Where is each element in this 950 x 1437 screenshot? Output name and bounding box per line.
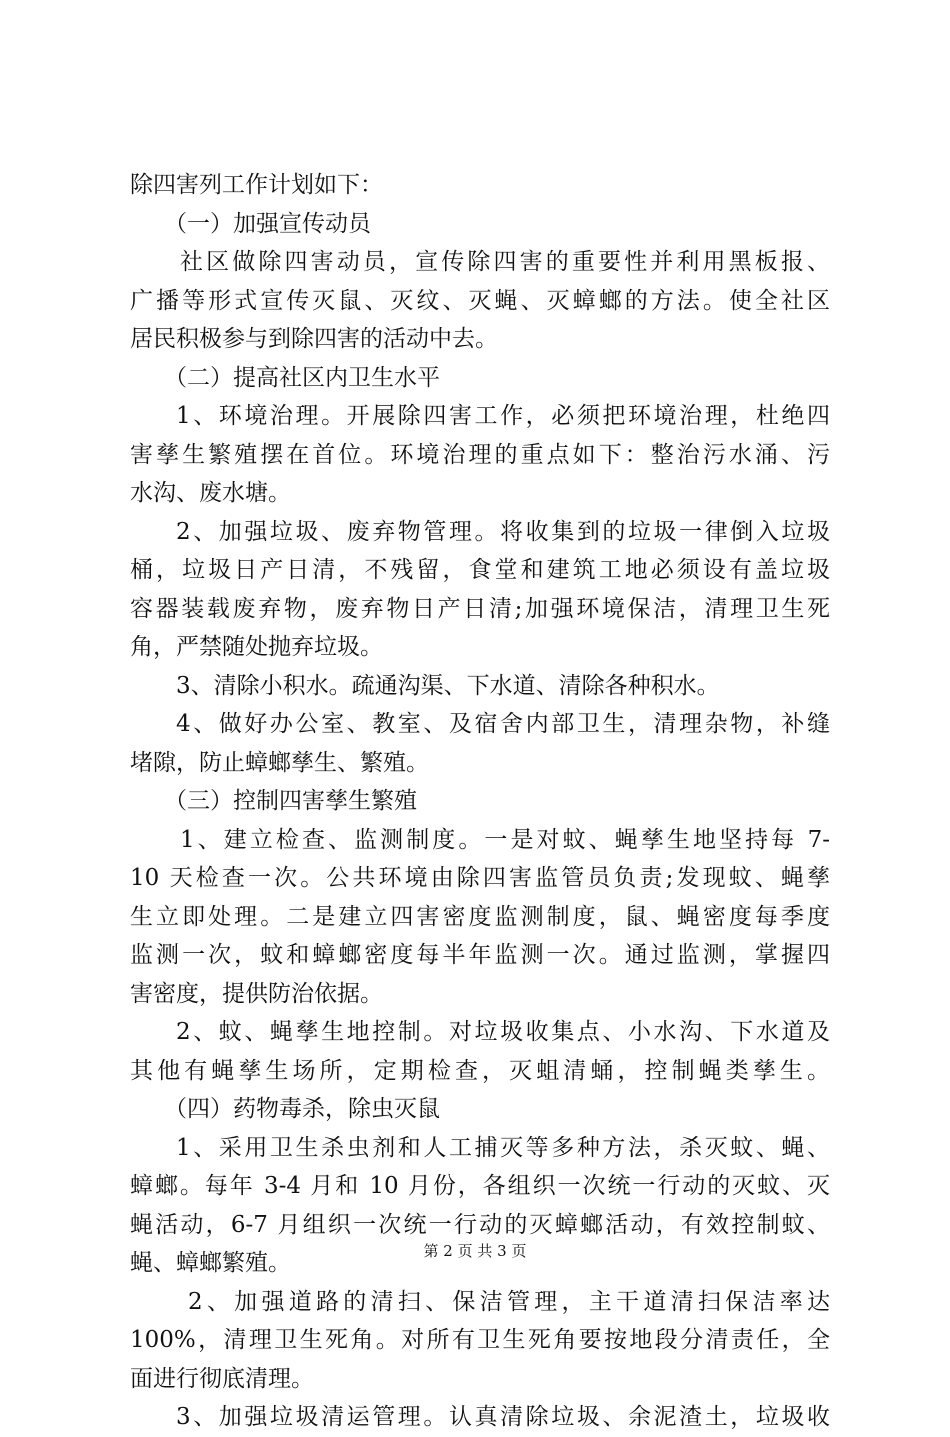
- paragraph-first-line: 3、加强垃圾清运管理。认真清除垃圾、余泥渣土，垃圾收: [176, 1404, 830, 1430]
- text-line: 蝇活动，6-7 月组织一次统一行动的灭蟑螂活动，有效控制蚊、: [130, 1211, 830, 1238]
- text-line: 害孳生繁殖摆在首位。环境治理的重点如下：整治污水涌、污: [130, 441, 830, 468]
- text-line: 居民积极参与到除四害的活动中去。: [130, 326, 498, 352]
- paragraph-first-line: 2、蚊、蝇孳生地控制。对垃圾收集点、小水沟、下水道及: [176, 1019, 830, 1045]
- paragraph-first-line: 2、加强垃圾、废弃物管理。将收集到的垃圾一律倒入垃圾: [176, 518, 830, 545]
- text-line: 生立即处理。二是建立四害密度监测制度，鼠、蝇密度每季度: [130, 903, 830, 930]
- paragraph-first-line: 3、清除小积水。疏通沟渠、下水道、清除各种积水。: [176, 672, 720, 699]
- text-line: 蟑螂。每年 3-4 月和 10 月份，各组织一次统一行动的灭蚊、灭: [130, 1173, 830, 1199]
- text-line: 面进行彻底清理。: [130, 1365, 314, 1392]
- section-heading: （四）药物毒杀，除虫灭鼠: [164, 1096, 440, 1122]
- text-line: 监测一次，蚊和蟑螂密度每半年监测一次。通过监测，掌握四: [130, 942, 830, 968]
- text-line: 广播等形式宣传灭鼠、灭纹、灭蝇、灭蟑螂的方法。使全社区: [130, 287, 830, 314]
- text-line: 堵隙，防止蟑螂孳生、繁殖。: [130, 749, 429, 776]
- paragraph-first-line: 1、采用卫生杀虫剂和人工捕灭等多种方法，杀灭蚊、蝇、: [176, 1134, 830, 1161]
- page-footer: 第 2 页 共 3 页: [423, 1242, 527, 1260]
- paragraph-first-line: 社区做除四害动员，宣传除四害的重要性并利用黑板报、: [180, 249, 830, 275]
- section-heading: （三）控制四害孳生繁殖: [164, 788, 417, 814]
- text-line: 容器装载废弃物，废弃物日产日清;加强环境保洁，清理卫生死: [130, 595, 830, 622]
- text-line: 10 天检查一次。公共环境由除四害监管员负责;发现蚊、蝇孳: [130, 865, 830, 891]
- paragraph-first-line: 1、环境治理。开展除四害工作，必须把环境治理，杜绝四: [176, 403, 830, 429]
- text-line: 桶，垃圾日产日清，不残留，食堂和建筑工地必须设有盖垃圾: [130, 557, 830, 583]
- text-line: 角，严禁随处抛弃垃圾。: [130, 634, 383, 660]
- text-line: 蝇、蟑螂繁殖。: [130, 1250, 291, 1276]
- paragraph-first-line: 2、加强道路的清扫、保洁管理，主干道清扫保洁率达: [188, 1288, 830, 1315]
- section-heading: （一）加强宣传动员: [164, 210, 371, 237]
- text-line: 除四害列工作计划如下：: [130, 172, 383, 198]
- text-line: 其他有蝇孳生场所，定期检查，灭蛆清蛹，控制蝇类孳生。: [130, 1057, 830, 1084]
- paragraph-first-line: 4、做好办公室、教室、及宿舍内部卫生，清理杂物，补缝: [176, 711, 830, 737]
- text-line: 害密度，提供防治依据。: [130, 980, 383, 1007]
- paragraph-first-line: 1、建立检查、监测制度。一是对蚊、蝇孳生地坚持每 7-: [180, 826, 830, 853]
- text-line: 100%，清理卫生死角。对所有卫生死角要按地段分清责任，全: [130, 1327, 830, 1353]
- text-line: 水沟、废水塘。: [130, 480, 291, 506]
- section-heading: （二）提高社区内卫生水平: [164, 364, 440, 391]
